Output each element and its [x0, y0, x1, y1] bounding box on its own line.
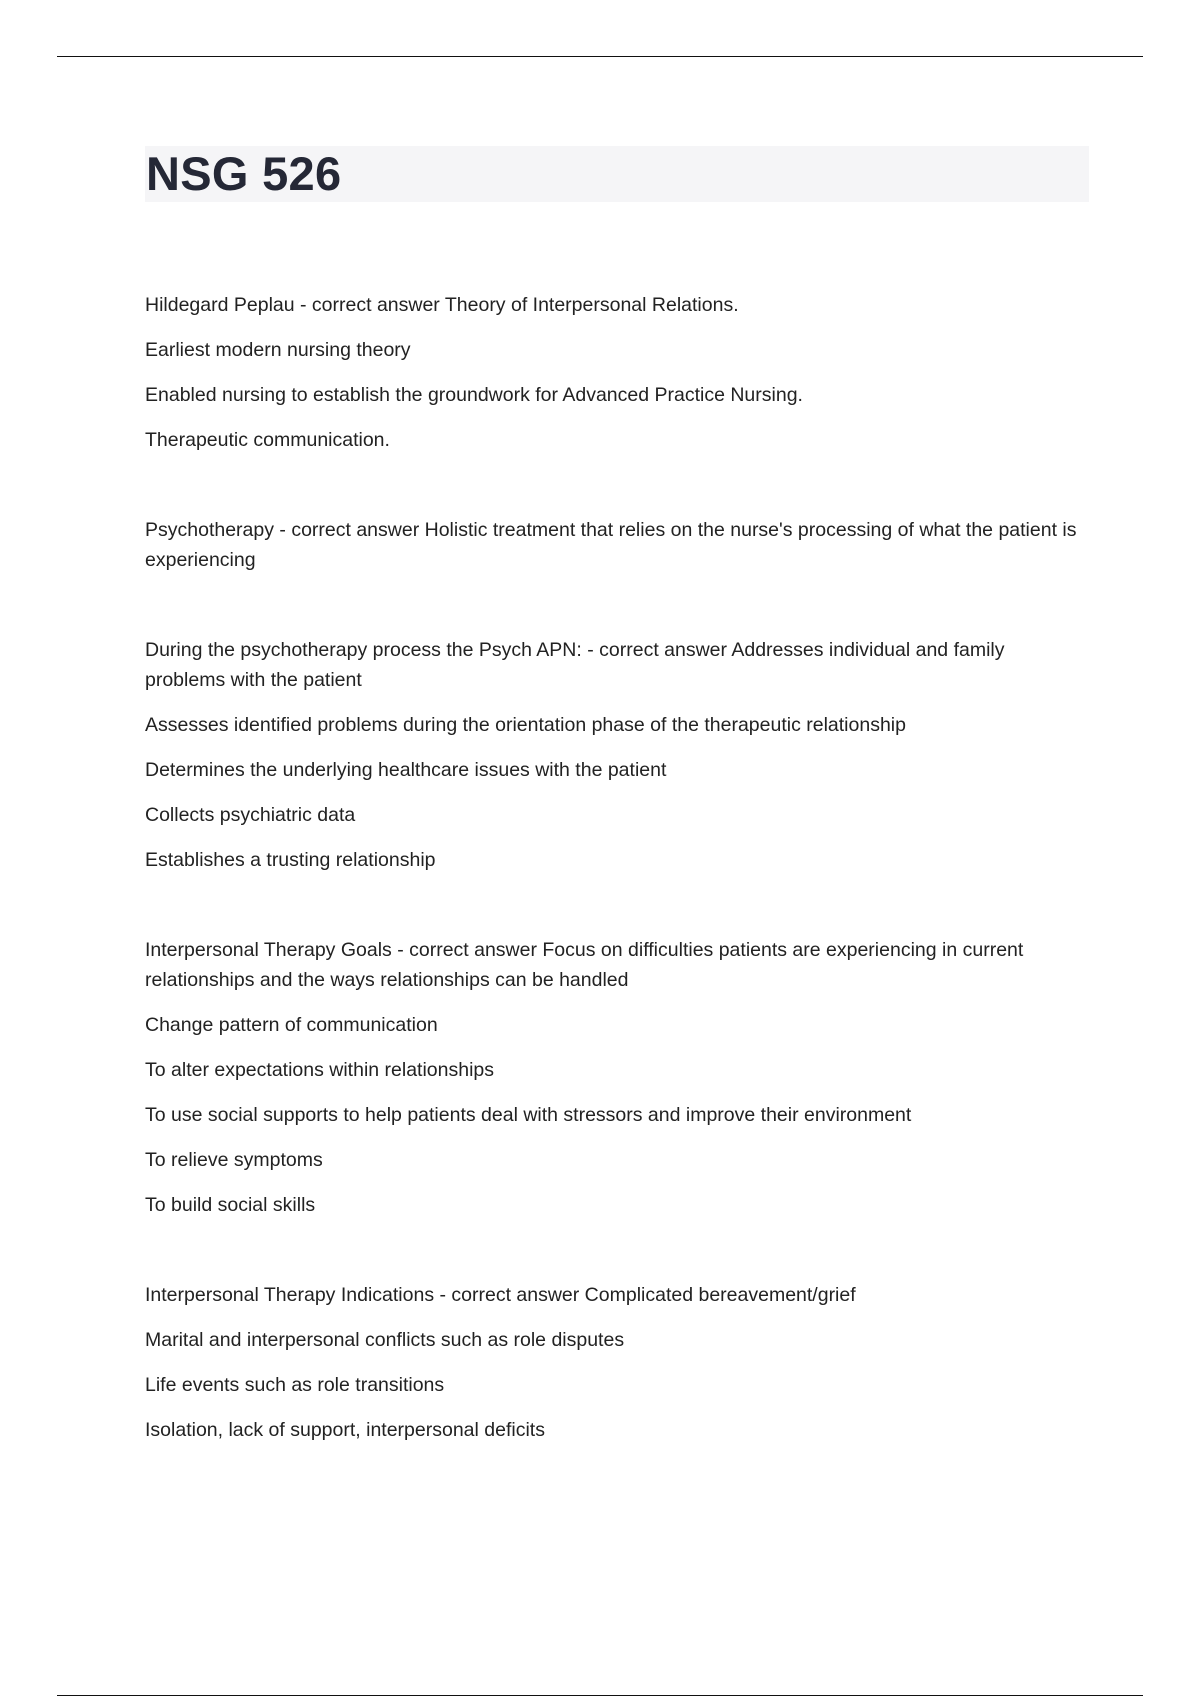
entry-answer-line: Assesses identified problems during the orientation phase of the therapeutic relationship [145, 714, 906, 736]
entry-question: Interpersonal Therapy Indications - correct answer Complicated bereavement/grief [145, 1284, 856, 1306]
entry-answer-line: Therapeutic communication. [145, 429, 390, 451]
entry-answer-line: To alter expectations within relationships [145, 1059, 495, 1081]
bottom-divider [57, 1695, 1143, 1696]
entry-answer-line: Collects psychiatric data [145, 804, 356, 826]
entry-question: Hildegard Peplau - correct answer Theory of Interpersonal Relations. [145, 294, 739, 316]
entry-psych-apn [145, 635, 1090, 875]
entry-answer-line: Earliest modern nursing theory [145, 339, 411, 361]
entry-ipt-indications [145, 1280, 1090, 1445]
entry-answer-line: Isolation, lack of support, interpersonal deficits [145, 1419, 545, 1441]
entry-answer-line: Marital and interpersonal conflicts such as role disputes [145, 1329, 625, 1351]
entry-answer-line: To relieve symptoms [145, 1149, 323, 1171]
entry-question: Psychotherapy - correct answer Holistic treatment that relies on the nurse's processing of what the patient is experiencing [145, 519, 1077, 571]
entry-question: During the psychotherapy process the Psych APN: - correct answer Addresses individual and family problems with the patient [145, 639, 1005, 691]
entry-answer-line: To build social skills [145, 1194, 316, 1216]
entry-answer-line: Enabled nursing to establish the groundwork for Advanced Practice Nursing. [145, 384, 803, 406]
entry-answer-line: Determines the underlying healthcare issues with the patient [145, 759, 667, 781]
entry-answer-line: Change pattern of communication [145, 1014, 438, 1036]
document-body [145, 290, 1090, 1445]
entry-ipt-goals [145, 935, 1090, 1220]
page-title: NSG 526 [146, 147, 342, 200]
entry-answer-line: Life events such as role transitions [145, 1374, 445, 1396]
entry-psychotherapy [145, 515, 1090, 575]
top-divider [57, 56, 1143, 57]
entry-answer-line: To use social supports to help patients deal with stressors and improve their environment [145, 1104, 912, 1126]
entry-question: Interpersonal Therapy Goals - correct answer Focus on difficulties patients are experiencing in current relationships and the ways relationships can be handled [145, 939, 1024, 991]
entry-peplau [145, 290, 1090, 455]
entry-answer-line: Establishes a trusting relationship [145, 849, 436, 871]
